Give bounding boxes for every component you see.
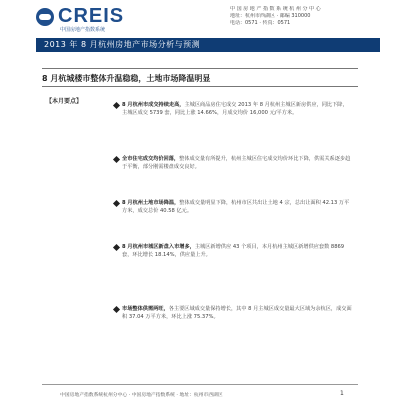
- key-point-lead: 8 月杭州市城区新盘入市增多，: [122, 244, 195, 250]
- key-point-item: [122, 244, 352, 259]
- key-point-body: 各主要区域成交量保持增长，其中 8 月主城区成交量最大区域为余杭区，成交面积 37.04 万平方米，环比上涨 75.37%。: [122, 306, 352, 320]
- logo-subtitle: 中国房地产指数系统: [60, 27, 106, 33]
- key-point-body: 主城区商品房住宅成交 2013 年 8 月杭州主城区新房供应，同比下降，主城区成交 5739 套，同比上涨 14.66%，月成交均价 16,000 元/平方米。: [122, 102, 348, 116]
- page-number: 1: [340, 390, 344, 397]
- bullet-icon: [113, 102, 120, 109]
- bullet-icon: [113, 244, 120, 251]
- key-point-item: [122, 156, 352, 171]
- logo-text: CREIS: [58, 5, 125, 27]
- key-point-body: 整体成交量有所提升，杭州主城区住宅成交均价环比下降，供需关系逐步趋于平衡，部分刚需楼盘成交良好。: [122, 156, 351, 170]
- key-point-lead: 全市住宅成交均价回落，: [122, 156, 180, 162]
- key-point-lead: 8 月杭州土地市场降温，: [122, 200, 180, 206]
- section-title: 8 月杭城楼市整体升温稳稳，土地市场降温明显: [42, 74, 211, 83]
- key-point-body: 主城区新增供应 43 个项目，本月杭州主城区新增供应套数 8869 套，环比增长 18.14%，供应量上升。: [122, 244, 345, 258]
- creis-logo-icon: [36, 8, 54, 26]
- key-point-item: [122, 200, 352, 215]
- key-point-lead: 8 月杭州市成交持续走高，: [122, 102, 185, 108]
- footer-text: 中国房地产指数系统杭州分中心 · 中国房地产指数系统 · 地址：杭州市西湖区: [60, 393, 223, 398]
- company-info: [230, 6, 380, 27]
- section-tag: 【本月要点】: [46, 98, 83, 105]
- report-title-banner: 2013 年 8 月杭州房地产市场分析与预测: [36, 38, 380, 52]
- footer-divider: [42, 384, 358, 385]
- company-line: 电话：0571 · 传真：0571: [230, 20, 291, 26]
- divider: [42, 68, 358, 69]
- company-line: 中 国 房 地 产 指 数 系 统 杭 州 分 中 心: [230, 6, 321, 12]
- report-header: [36, 6, 380, 36]
- creis-logo: [36, 5, 176, 36]
- company-line: 地址：杭州市西湖区 · 邮编 310000: [230, 13, 311, 19]
- key-point-lead: 市场整体供需两旺，: [122, 306, 169, 312]
- bullet-icon: [113, 306, 120, 313]
- key-point-item: [122, 306, 352, 321]
- divider: [42, 86, 358, 87]
- key-point-item: [122, 102, 352, 117]
- bullet-icon: [113, 156, 120, 163]
- bullet-icon: [113, 200, 120, 207]
- key-point-body: 整体成交量明显下降，杭州市区共出让土地 4 宗，总出让面积 42.13 万平方米，成交总价 40.58 亿元。: [122, 200, 350, 214]
